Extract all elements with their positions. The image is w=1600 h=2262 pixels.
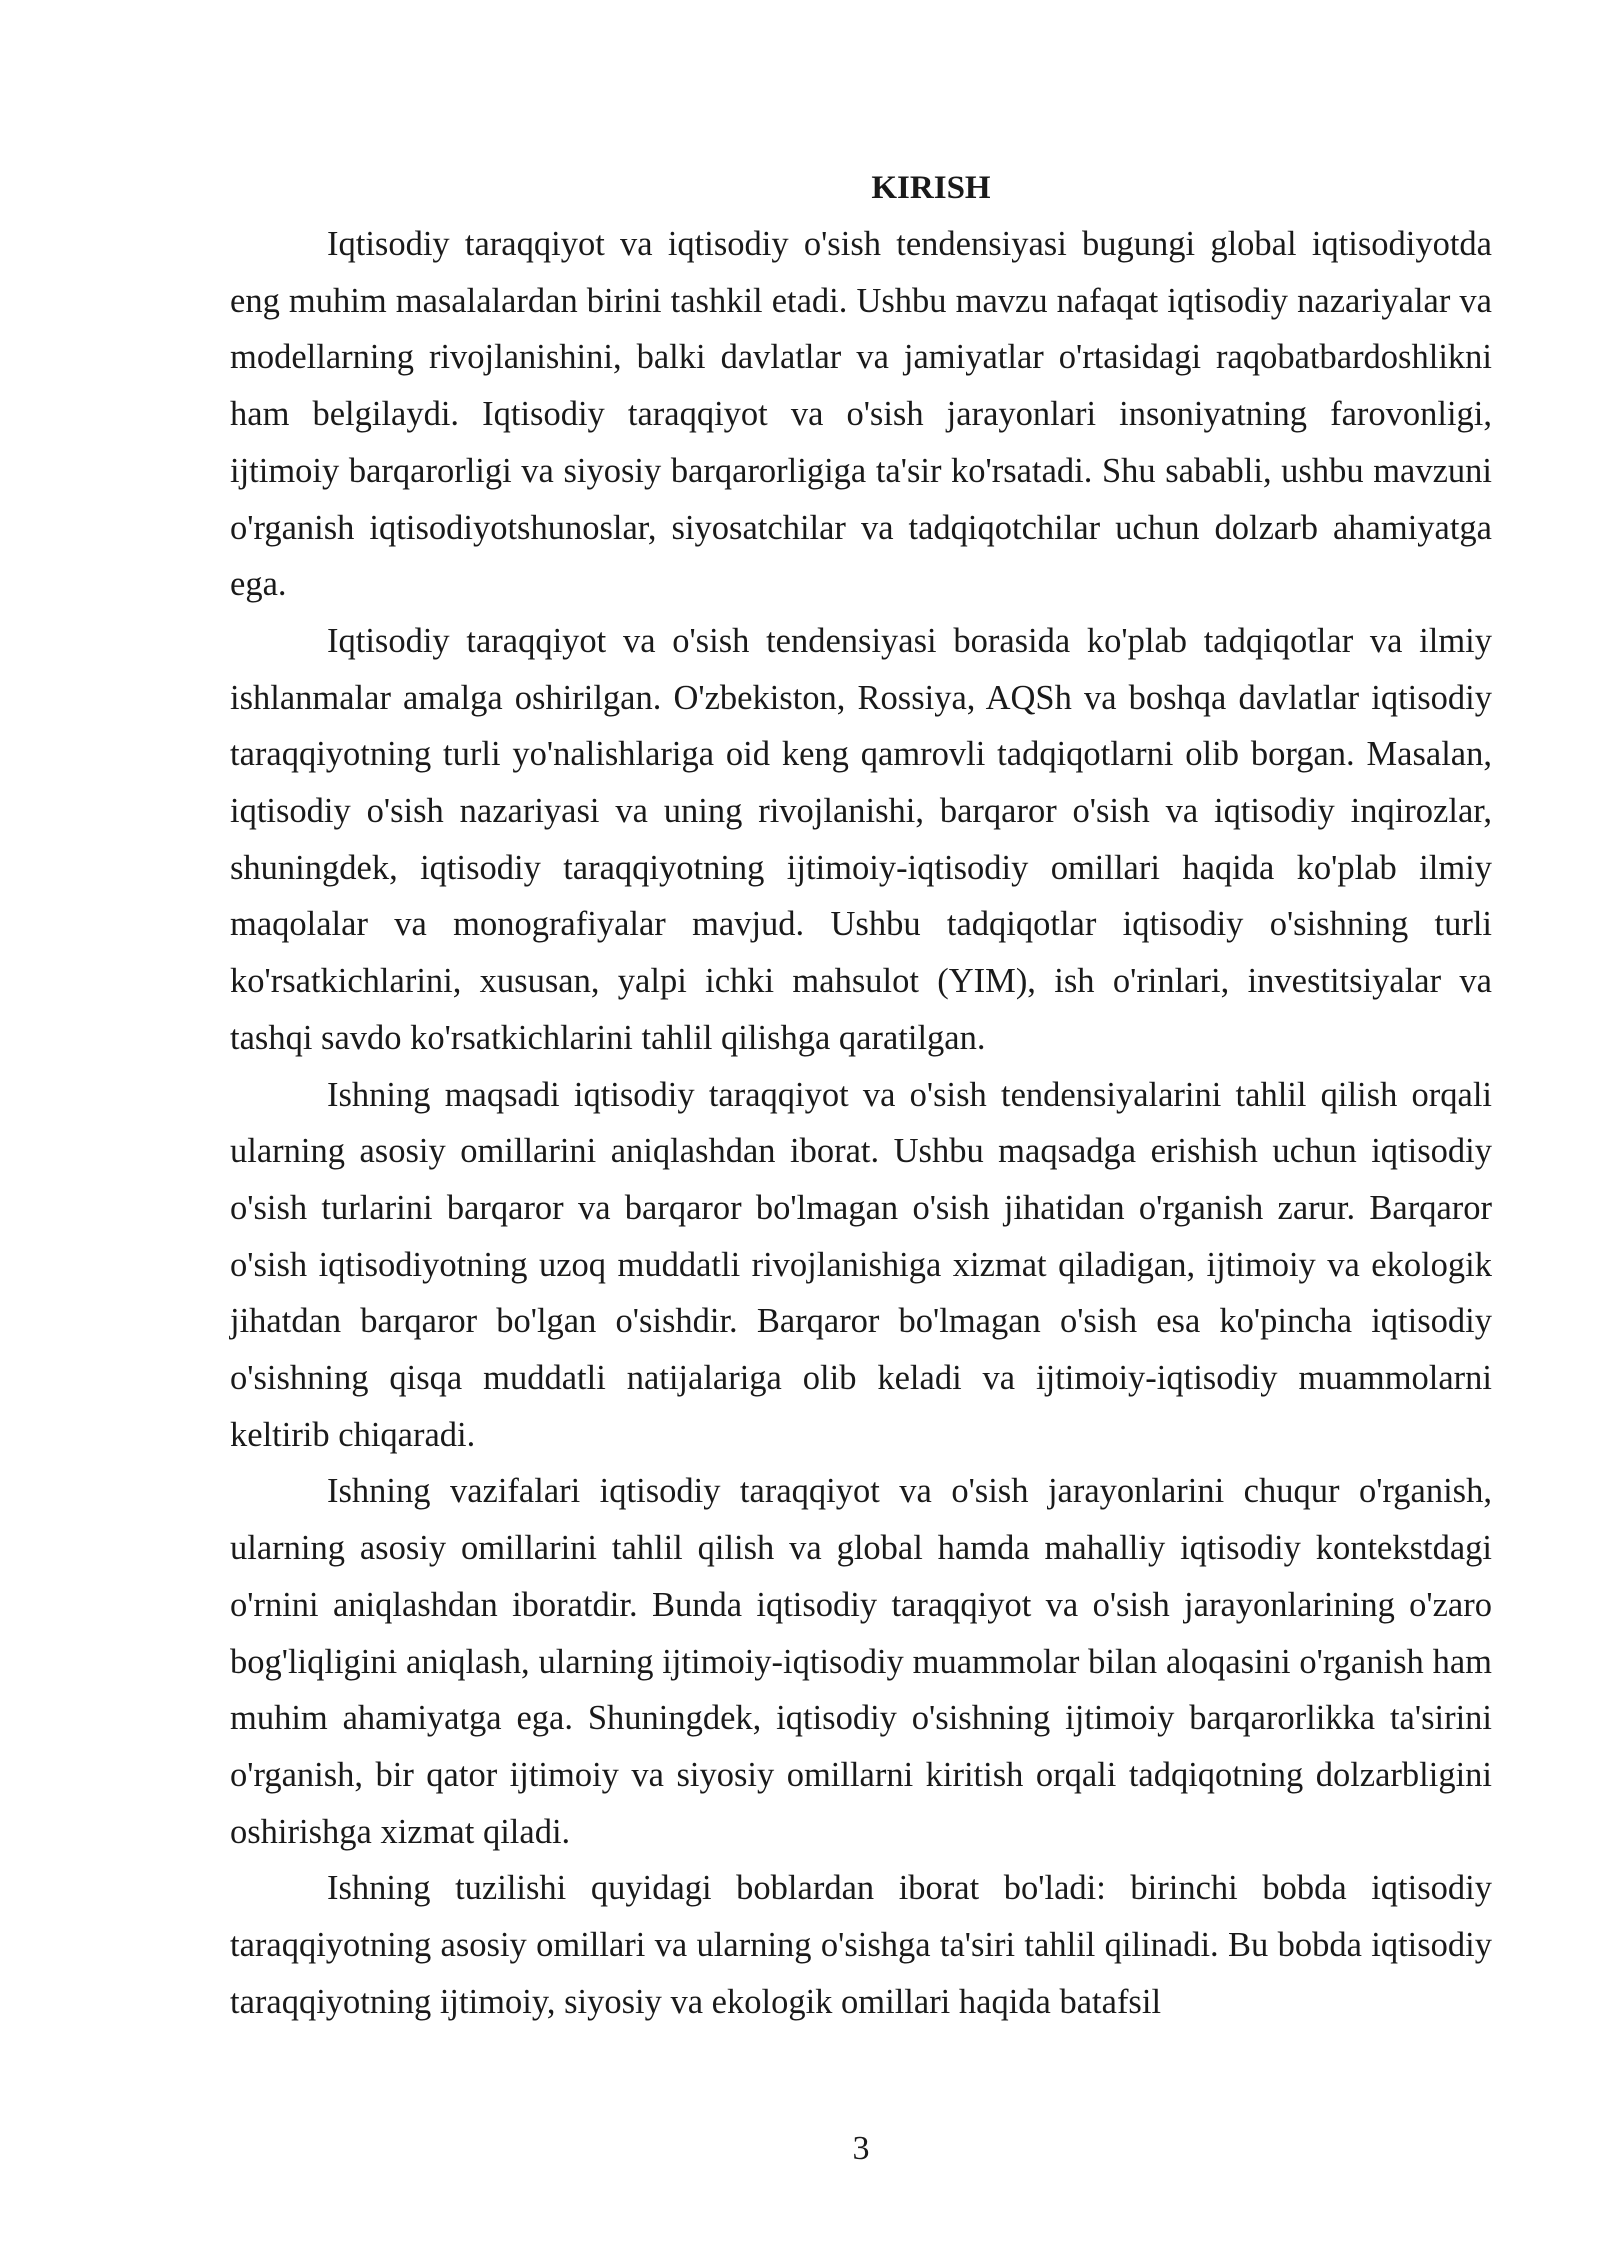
paragraph-1: Iqtisodiy taraqqiyot va iqtisodiy o'sish tendensiyasi bugungi global iqtisodiyotda eng muhim masalalardan birini tashkil etadi. Ushbu mavzu nafaqat iqtisodiy nazariyalar va modellarning rivojlanishini, balki davlatlar va jamiyatlar o'rtasidagi raqobatbardoshlikni ham belgilaydi. Iqtisodiy taraqqiyot va o'sish jarayonlari insoniyatning farovonligi, ijtimoiy barqarorligi va siyosiy barqarorligiga ta'sir ko'rsatadi. Shu sababli, ushbu mavzuni o'rganish iqtisodiyotshunoslar, siyosatchilar va tadqiqotchilar uchun dolzarb ahamiyatga ega.: [230, 225, 1492, 604]
section-title: KIRISH: [871, 170, 991, 206]
paragraph-2: Iqtisodiy taraqqiyot va o'sish tendensiyasi borasida ko'plab tadqiqotlar va ilmiy ishlanmalar amalga oshirilgan. O'zbekiston, Rossiya, AQSh va boshqa davlatlar iqtisodiy taraqqiyotning turli yo'nalishlariga oid keng qamrovli tadqiqotlarni olib borgan. Masalan, iqtisodiy o'sish nazariyasi va uning rivojlanishi, barqaror o'sish va iqtisodiy inqirozlar, shuningdek, iqtisodiy taraqqiyotning ijtimoiy-iqtisodiy omillari haqida ko'plab ilmiy maqolalar va monografiyalar mavjud. Ushbu tadqiqotlar iqtisodiy o'sishning turli ko'rsatkichlarini, xususan, yalpi ichki mahsulot (YIM), ish o'rinlari, investitsiyalar va tashqi savdo ko'rsatkichlarini tahlil qilishga qaratilgan.: [230, 621, 1492, 1057]
page-number: 3: [852, 2130, 870, 2167]
paragraph-5: Ishning tuzilishi quyidagi boblardan iborat bo'ladi: birinchi bobda iqtisodiy taraqqiyotning asosiy omillari va ularning o'sishga ta'siri tahlil qilinadi. Bu bobda iqtisodiy taraqqiyotning ijtimoiy, siyosiy va ekologik omillari haqida batafsil: [230, 1869, 1492, 2021]
paragraph-4: Ishning vazifalari iqtisodiy taraqqiyot va o'sish jarayonlarini chuqur o'rganish, ularning asosiy omillarini tahlil qilish va global hamda mahalliy iqtisodiy kontekstdagi o'rnini aniqlashdan iboratdir. Bunda iqtisodiy taraqqiyot va o'sish jarayonlarining o'zaro bog'liqligini aniqlash, ularning ijtimoiy-iqtisodiy muammolar bilan aloqasini o'rganish ham muhim ahamiyatga ega. Shuningdek, iqtisodiy o'sishning ijtimoiy barqarorlikka ta'sirini o'rganish, bir qator ijtimoiy va siyosiy omillarni kiritish orqali tadqiqotning dolzarbligini oshirishga xizmat qiladi.: [230, 1472, 1492, 1851]
document-page: [230, 160, 1492, 2031]
paragraph-3: Ishning maqsadi iqtisodiy taraqqiyot va o'sish tendensiyalarini tahlil qilish orqali ularning asosiy omillarini aniqlashdan iborat. Ushbu maqsadga erishish uchun iqtisodiy o'sish turlarini barqaror va barqaror bo'lmagan o'sish jihatidan o'rganish zarur. Barqaror o'sish iqtisodiyotning uzoq muddatli rivojlanishiga xizmat qiladigan, ijtimoiy va ekologik jihatdan barqaror bo'lgan o'sishdir. Barqaror bo'lmagan o'sish esa ko'pincha iqtisodiy o'sishning qisqa muddatli natijalariga olib keladi va ijtimoiy-iqtisodiy muammolarni keltirib chiqaradi.: [230, 1075, 1492, 1454]
